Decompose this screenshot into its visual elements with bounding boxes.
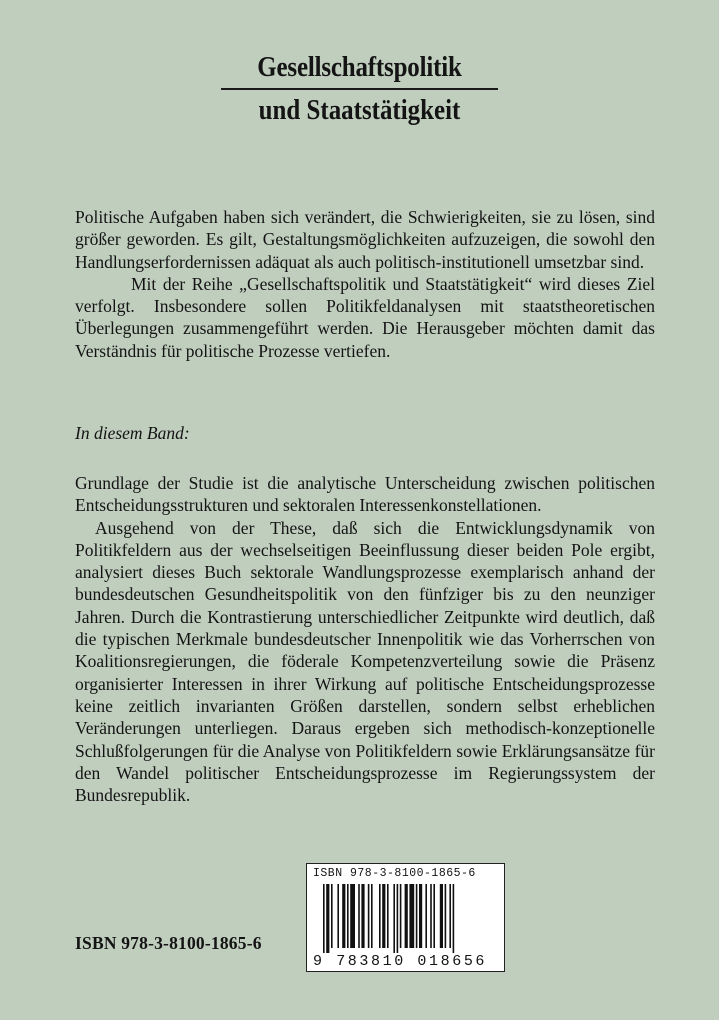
barcode xyxy=(306,863,505,972)
barcode-bar xyxy=(368,884,370,948)
barcode-bar xyxy=(445,884,447,948)
barcode-bar xyxy=(342,884,345,948)
isbn-text: ISBN 978-3-8100-1865-6 xyxy=(75,933,262,953)
series-title xyxy=(0,50,719,127)
barcode-bar xyxy=(440,884,443,948)
series-title-line1: Gesellschaftspolitik xyxy=(257,51,462,83)
barcode-bar xyxy=(326,884,329,954)
series-intro xyxy=(75,206,655,362)
series-title-line2: und Staatstätigkeit xyxy=(258,94,461,126)
description-paragraph-2: Ausgehend von der These, daß sich die Entwicklungsdynamik von Politikfeldern aus der wechselseitigen Beeinflussung dieser beiden Pole ergibt, analysiert dieses Buch sektorale Wandlungsprozesse exemplarisch anhand der bundesdeutschen Gesundheitspolitik von den fünfziger bis zu den neunziger Jahren. Durch die Kontrastierung unterschiedlicher Zeitpunkte wird deutlich, daß die typischen Merkmale bundesdeutscher Innenpolitik wie das Vorherrschen von Koalitionsregierungen, die föderale Kompetenzverteilung sowie die Präsenz organisierter Interessen in ihrer Wirkung auf politische Entscheidungsprozesse keine zeitlich invarianten Größen darstellen, sondern selbst erheblichen Veränderungen unterliegen. Daraus ergeben sich methodisch-konzeptionelle Schlußfolgerungen für die Analyse von Politikfeldern sowie Erklärungsansätze für den Wandel politischer Entscheidungsprozesse im Regierungssystem der Bundesrepublik. xyxy=(75,517,655,806)
barcode-bar xyxy=(361,884,364,948)
barcode-bar xyxy=(393,884,395,954)
barcode-bar xyxy=(323,884,325,954)
intro-paragraph-1: Politische Aufgaben haben sich verändert, die Schwierigkeiten, sie zu lösen, sind größer geworden. Es gilt, Gestaltungsmöglichkeiten aufzuzeigen, die sowohl den Handlungserfordernissen adäquat als auch politisch-institutionell umsetzbar sind. xyxy=(75,207,655,272)
barcode-isbn-label: ISBN 978-3-8100-1865-6 xyxy=(313,867,476,880)
barcode-digits: 9 783810 018656 xyxy=(313,953,488,970)
band-label: In diesem Band: xyxy=(75,423,190,443)
barcode-bar xyxy=(425,884,427,948)
barcode-bar xyxy=(419,884,422,948)
barcode-bar xyxy=(409,884,414,948)
barcode-bar xyxy=(453,884,455,954)
barcode-bar xyxy=(433,884,435,948)
barcode-bar xyxy=(358,884,360,948)
barcode-bar xyxy=(387,884,389,948)
barcode-bar xyxy=(371,884,373,948)
barcode-bar xyxy=(350,884,355,948)
title-divider xyxy=(221,88,498,90)
book-description xyxy=(75,472,655,806)
barcode-bar xyxy=(416,884,418,948)
barcode-bar xyxy=(331,884,333,948)
barcode-bar xyxy=(397,884,399,954)
barcode-bar xyxy=(337,884,339,948)
intro-paragraph-2: Mit der Reihe „Gesellschaftspolitik und Staatstätigkeit“ wird dieses Ziel verfolgt. Insbesondere sollen Politikfeldanalysen mit staatstheoretischen Überlegungen zusammengeführt werden. Die Herausgeber möchten damit das Verständnis für politische Prozesse vertiefen. xyxy=(75,273,655,361)
barcode-bar xyxy=(400,884,402,948)
barcode-bar xyxy=(382,884,385,948)
barcode-bar xyxy=(379,884,381,948)
barcode-bar xyxy=(430,884,432,948)
barcode-bar xyxy=(347,884,349,948)
barcode-bar xyxy=(405,884,408,948)
barcode-bar xyxy=(449,884,451,948)
description-paragraph-1: Grundlage der Studie ist die analytische Unterscheidung zwischen politischen Entscheidungsstrukturen und sektoralen Interessenkonstellationen. xyxy=(75,473,655,516)
